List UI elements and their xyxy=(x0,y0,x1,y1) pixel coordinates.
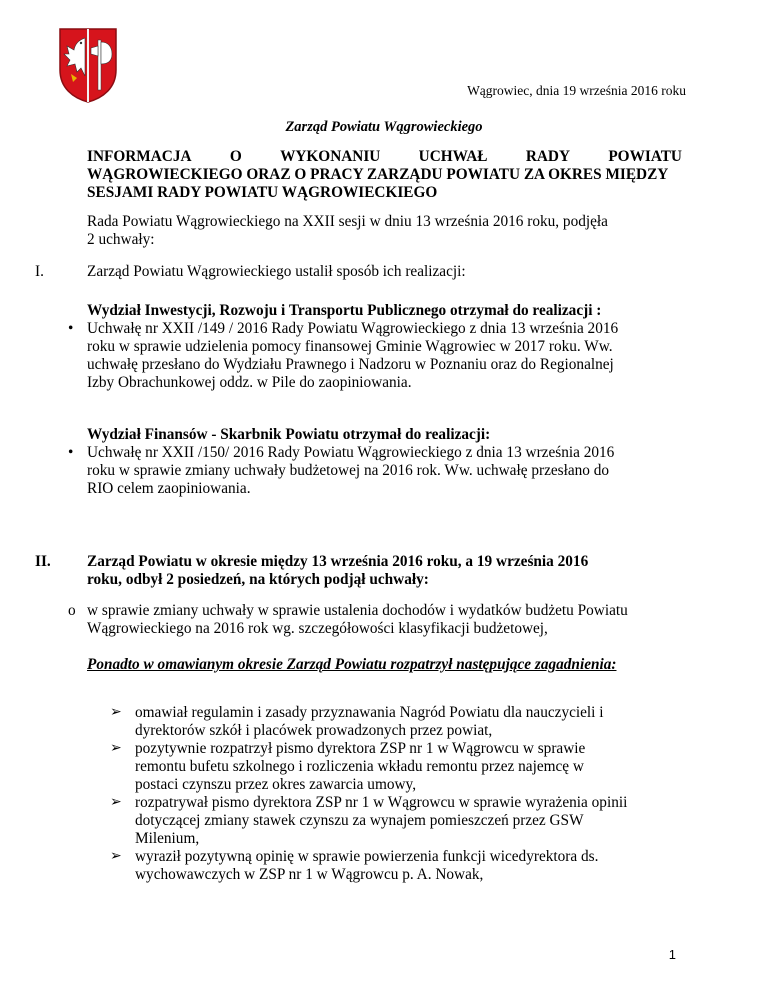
item-line: rozpatrywał pismo dyrektora ZSP nr 1 w Wągrowcu w sprawie wyrażenia opinii xyxy=(135,794,628,811)
body-line: Uchwałę nr XXII /150/ 2016 Rady Powiatu Wągrowieckiego z dnia 13 września 2016 xyxy=(87,444,615,461)
title-word: O xyxy=(229,148,242,165)
section-2-item xyxy=(87,602,682,638)
item-line: dyrektorów szkół i placówek prowadzonych przez powiat, xyxy=(135,722,493,739)
body-line: RIO celem zaopiniowania. xyxy=(87,480,251,497)
body-line: uchwałę przesłano do Wydziału Prawnego i Nadzoru w Poznaniu oraz do Regionalnej xyxy=(87,356,614,373)
title-line-3: SESJAMI RADY POWIATU WĄGROWIECKIEGO xyxy=(87,184,438,201)
arrow-bullet-icon: ➢ xyxy=(110,741,122,756)
group-1-heading: Wydział Inwestycji, Rozwoju i Transportu Publicznego otrzymał do realizacji : xyxy=(87,302,602,319)
item-line: wyraził pozytywną opinię w sprawie powierzenia funkcji wicedyrektora ds. xyxy=(135,848,599,865)
considered-item xyxy=(135,740,682,794)
title-word: POWIATU xyxy=(608,148,682,165)
intro-paragraph xyxy=(87,213,682,249)
considered-item xyxy=(135,794,682,848)
item-line: pozytywnie rozpatrzył pismo dyrektora ZSP nr 1 w Wągrowcu w sprawie xyxy=(135,740,586,757)
heading-line: roku, odbył 2 posiedzeń, na których podjął uchwały: xyxy=(87,571,429,588)
body-line: roku w sprawie udzielenia pomocy finansowej Gminie Wągrowiec w 2017 roku. Ww. xyxy=(87,338,613,355)
title-word: INFORMACJA xyxy=(87,148,192,165)
item-line: postaci czynszu przez okres zawarcia umowy, xyxy=(135,776,417,793)
section-1-numeral: I. xyxy=(35,263,44,280)
coat-of-arms-icon xyxy=(57,26,119,104)
group-1-body xyxy=(87,320,682,392)
heading-line: Zarząd Powiatu w okresie między 13 września 2016 roku, a 19 września 2016 xyxy=(87,553,589,570)
considered-heading: Ponadto w omawianym okresie Zarząd Powiatu rozpatrzył następujące zagadnienia: xyxy=(87,656,617,673)
arrow-bullet-icon: ➢ xyxy=(110,705,122,720)
item-line: Wągrowieckiego na 2016 rok wg. szczegółowości klasyfikacji budżetowej, xyxy=(87,620,548,637)
arrow-bullet-icon: ➢ xyxy=(110,849,122,864)
intro-line: Rada Powiatu Wągrowieckiego na XXII sesji w dniu 13 września 2016 roku, podjęła xyxy=(87,213,608,230)
group-2-body xyxy=(87,444,682,498)
circle-bullet-icon: o xyxy=(68,602,76,619)
title-line-2: WĄGROWIECKIEGO ORAZ O PRACY ZARZĄDU POWIATU ZA OKRES MIĘDZY xyxy=(87,166,669,183)
bullet-dot-icon: • xyxy=(68,320,74,337)
title-line-1 xyxy=(87,148,682,166)
section-2-heading xyxy=(87,553,682,589)
council-name: Zarząd Powiatu Wągrowieckiego xyxy=(285,119,483,135)
considered-item xyxy=(135,848,682,884)
item-line: w sprawie zmiany uchwały w sprawie ustalenia dochodów i wydatków budżetu Powiatu xyxy=(87,602,628,619)
title-word: RADY xyxy=(525,148,571,165)
section-2-numeral: II. xyxy=(35,553,51,570)
item-line: dotyczącej zmiany stawek czynszu za wynajem pomieszczeń przez GSW xyxy=(135,812,584,829)
bullet-dot-icon: • xyxy=(68,444,74,461)
group-2-heading: Wydział Finansów - Skarbnik Powiatu otrzymał do realizacji: xyxy=(87,426,491,443)
body-line: Izby Obrachunkowej oddz. w Pile do zaopiniowania. xyxy=(87,374,412,391)
body-line: Uchwałę nr XXII /149 / 2016 Rady Powiatu Wągrowieckiego z dnia 13 września 2016 xyxy=(87,320,619,337)
document-title xyxy=(87,148,682,202)
arrow-bullet-icon: ➢ xyxy=(110,795,122,810)
date-line: Wągrowiec, dnia 19 września 2016 roku xyxy=(467,83,686,98)
intro-line: 2 uchwały: xyxy=(87,231,155,248)
title-word: WYKONANIU xyxy=(280,148,381,165)
item-line: Milenium, xyxy=(135,830,200,847)
item-line: wychowawczych w ZSP nr 1 w Wągrowcu p. A. Nowak, xyxy=(135,866,484,883)
section-1-text: Zarząd Powiatu Wągrowieckiego ustalił sposób ich realizacji: xyxy=(87,263,466,280)
considered-item xyxy=(135,704,682,740)
page-number: 1 xyxy=(668,947,676,962)
title-word: UCHWAŁ xyxy=(418,148,488,165)
item-line: remontu bufetu szkolnego i rozliczenia wkładu remontu przez najemcę w xyxy=(135,758,584,775)
body-line: roku w sprawie zmiany uchwały budżetowej na 2016 rok. Ww. uchwałę przesłano do xyxy=(87,462,610,479)
item-line: omawiał regulamin i zasady przyznawania Nagród Powiatu dla nauczycieli i xyxy=(135,704,604,721)
